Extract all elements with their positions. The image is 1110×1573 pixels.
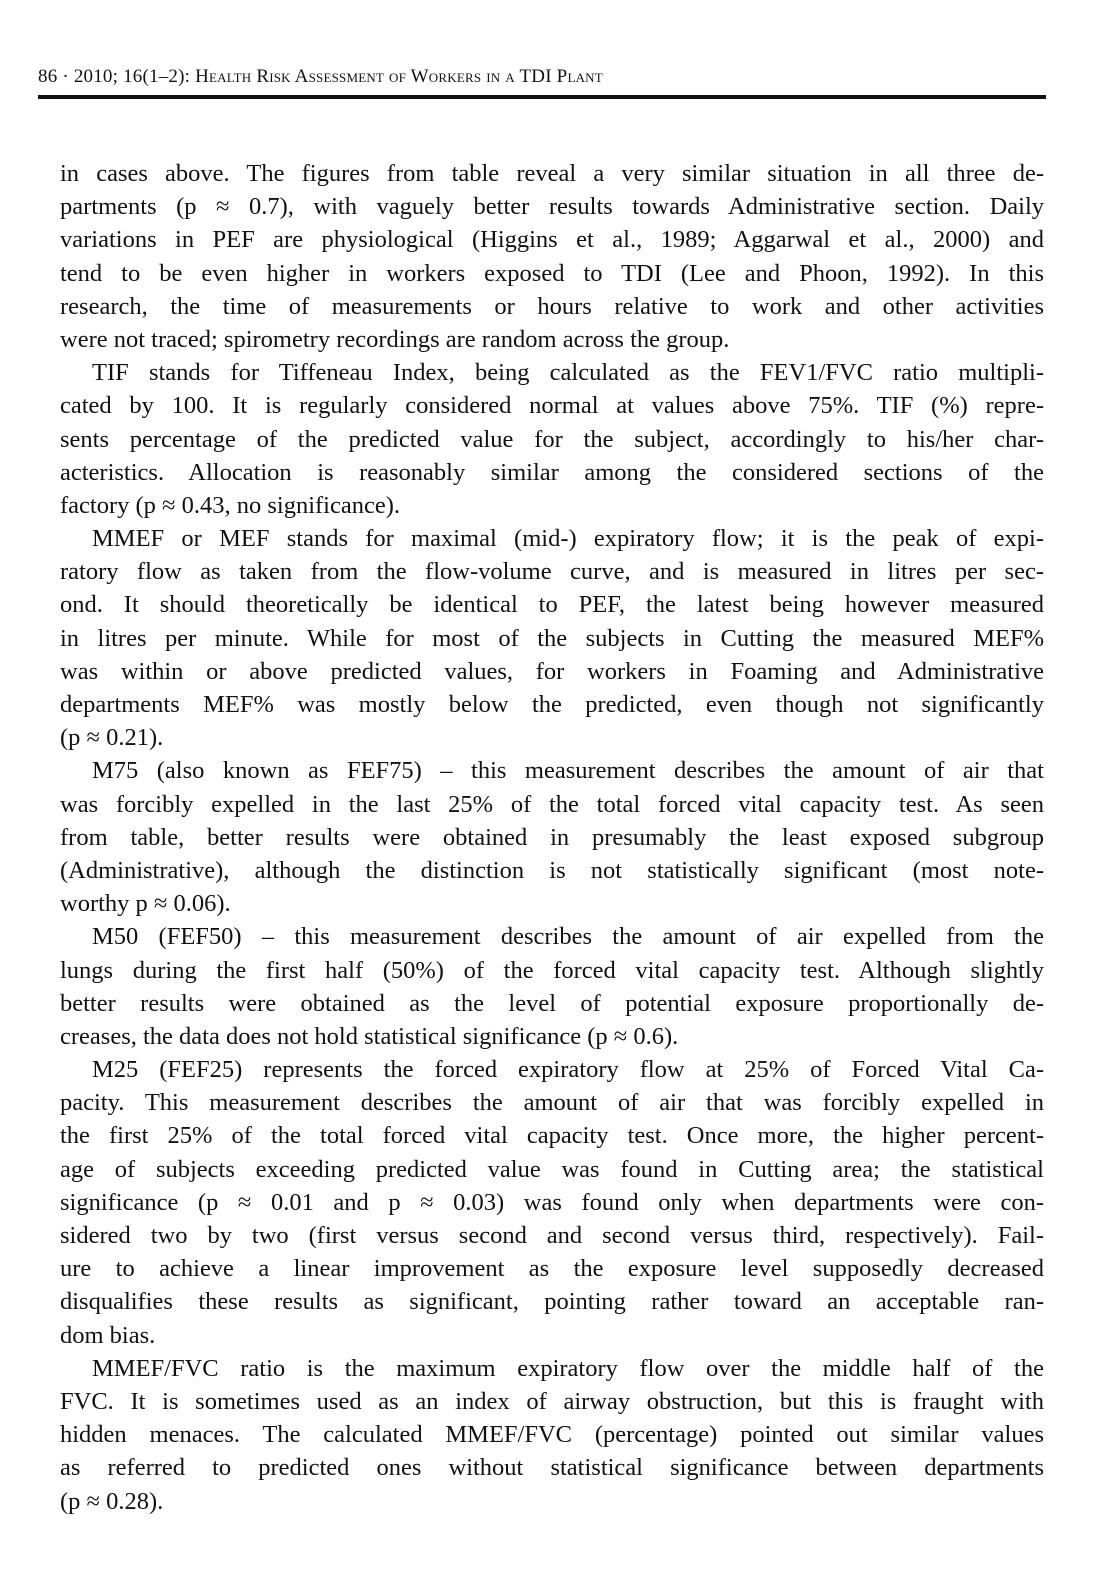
text-line: the first 25% of the total forced vital capacity test. Once more, the higher percent-	[60, 1122, 1044, 1150]
text-line: ond. It should theoretically be identical to PEF, the latest being however measured	[60, 591, 1044, 619]
text-line: departments MEF% was mostly below the predicted, even though not significantly	[60, 691, 1044, 718]
running-title: Health Risk Assessment of Workers in a TDI Plant	[195, 66, 603, 87]
citation: · 2010; 16(1–2):	[62, 66, 196, 87]
text-line: was forcibly expelled in the last 25% of the total forced vital capacity test. As seen	[60, 790, 1044, 818]
text-line: significance (p ≈ 0.01 and p ≈ 0.03) was found only when departments were con-	[60, 1188, 1044, 1216]
text-line: (p ≈ 0.28).	[60, 1487, 164, 1515]
text-line: M50 (FEF50) – this measurement describes the amount of air expelled from the	[92, 923, 1044, 951]
text-line: creases, the data does not hold statistical significance (p ≈ 0.6).	[60, 1022, 679, 1050]
header-rule	[38, 95, 1046, 99]
text-line: factory (p ≈ 0.43, no significance).	[60, 491, 400, 519]
text-line: cated by 100. It is regularly considered normal at values above 75%. TIF (%) repre-	[60, 392, 1044, 420]
text-line: from table, better results were obtained in presumably the least exposed subgroup	[60, 823, 1044, 851]
text-line: disqualifies these results as significant, pointing rather toward an acceptable ran-	[60, 1288, 1044, 1316]
text-line: TIF stands for Tiffeneau Index, being calculated as the FEV1/FVC ratio multipli-	[92, 359, 1044, 387]
text-line: (Administrative), although the distinction is not statistically significant (most note-	[60, 856, 1044, 884]
text-line: as referred to predicted ones without statistical significance between departments	[60, 1454, 1044, 1482]
body-text	[60, 157, 1044, 1518]
text-line: in cases above. The figures from table reveal a very similar situation in all three de-	[60, 160, 1044, 187]
text-line: (p ≈ 0.21).	[60, 724, 164, 752]
text-line: sidered two by two (first versus second and second versus third, respectively). Fail-	[60, 1222, 1044, 1249]
text-line: MMEF or MEF stands for maximal (mid-) expiratory flow; it is the peak of expi-	[92, 525, 1044, 553]
text-line: worthy p ≈ 0.06).	[60, 890, 231, 918]
text-line: M25 (FEF25) represents the forced expiratory flow at 25% of Forced Vital Ca-	[92, 1056, 1044, 1084]
text-line: MMEF/FVC ratio is the maximum expiratory flow over the middle half of the	[92, 1354, 1044, 1382]
text-line: sents percentage of the predicted value for the subject, accordingly to his/her char-	[60, 425, 1044, 453]
text-line: acteristics. Allocation is reasonably similar among the considered sections of the	[60, 458, 1044, 486]
text-line: better results were obtained as the level of potential exposure proportionally de-	[60, 989, 1044, 1017]
text-line: hidden menaces. The calculated MMEF/FVC (percentage) pointed out similar values	[60, 1421, 1044, 1449]
text-line: lungs during the first half (50%) of the forced vital capacity test. Although slightly	[60, 956, 1044, 984]
text-line: tend to be even higher in workers exposed to TDI (Lee and Phoon, 1992). In this	[60, 259, 1044, 287]
text-line: pacity. This measurement describes the amount of air that was forcibly expelled in	[60, 1089, 1044, 1117]
text-line: ure to achieve a linear improvement as the exposure level supposedly decreased	[60, 1255, 1044, 1283]
text-line: age of subjects exceeding predicted value was found in Cutting area; the statistical	[60, 1155, 1044, 1183]
text-line: M75 (also known as FEF75) – this measurement describes the amount of air that	[92, 757, 1044, 785]
text-line: research, the time of measurements or hours relative to work and other activities	[60, 292, 1044, 320]
text-line: FVC. It is sometimes used as an index of airway obstruction, but this is fraught with	[60, 1387, 1044, 1415]
text-line: in litres per minute. While for most of the subjects in Cutting the measured MEF%	[60, 624, 1044, 652]
text-line: partments (p ≈ 0.7), with vaguely better results towards Administrative section. Daily	[60, 193, 1044, 221]
text-line: variations in PEF are physiological (Higgins et al., 1989; Aggarwal et al., 2000) and	[60, 226, 1044, 254]
running-header	[38, 66, 603, 88]
text-line: was within or above predicted values, for workers in Foaming and Administrative	[60, 657, 1044, 685]
text-line: dom bias.	[60, 1321, 156, 1349]
text-line: were not traced; spirometry recordings are random across the group.	[60, 325, 730, 353]
text-line: ratory flow as taken from the flow-volume curve, and is measured in litres per sec-	[60, 558, 1044, 586]
page-number: 86	[38, 66, 58, 87]
